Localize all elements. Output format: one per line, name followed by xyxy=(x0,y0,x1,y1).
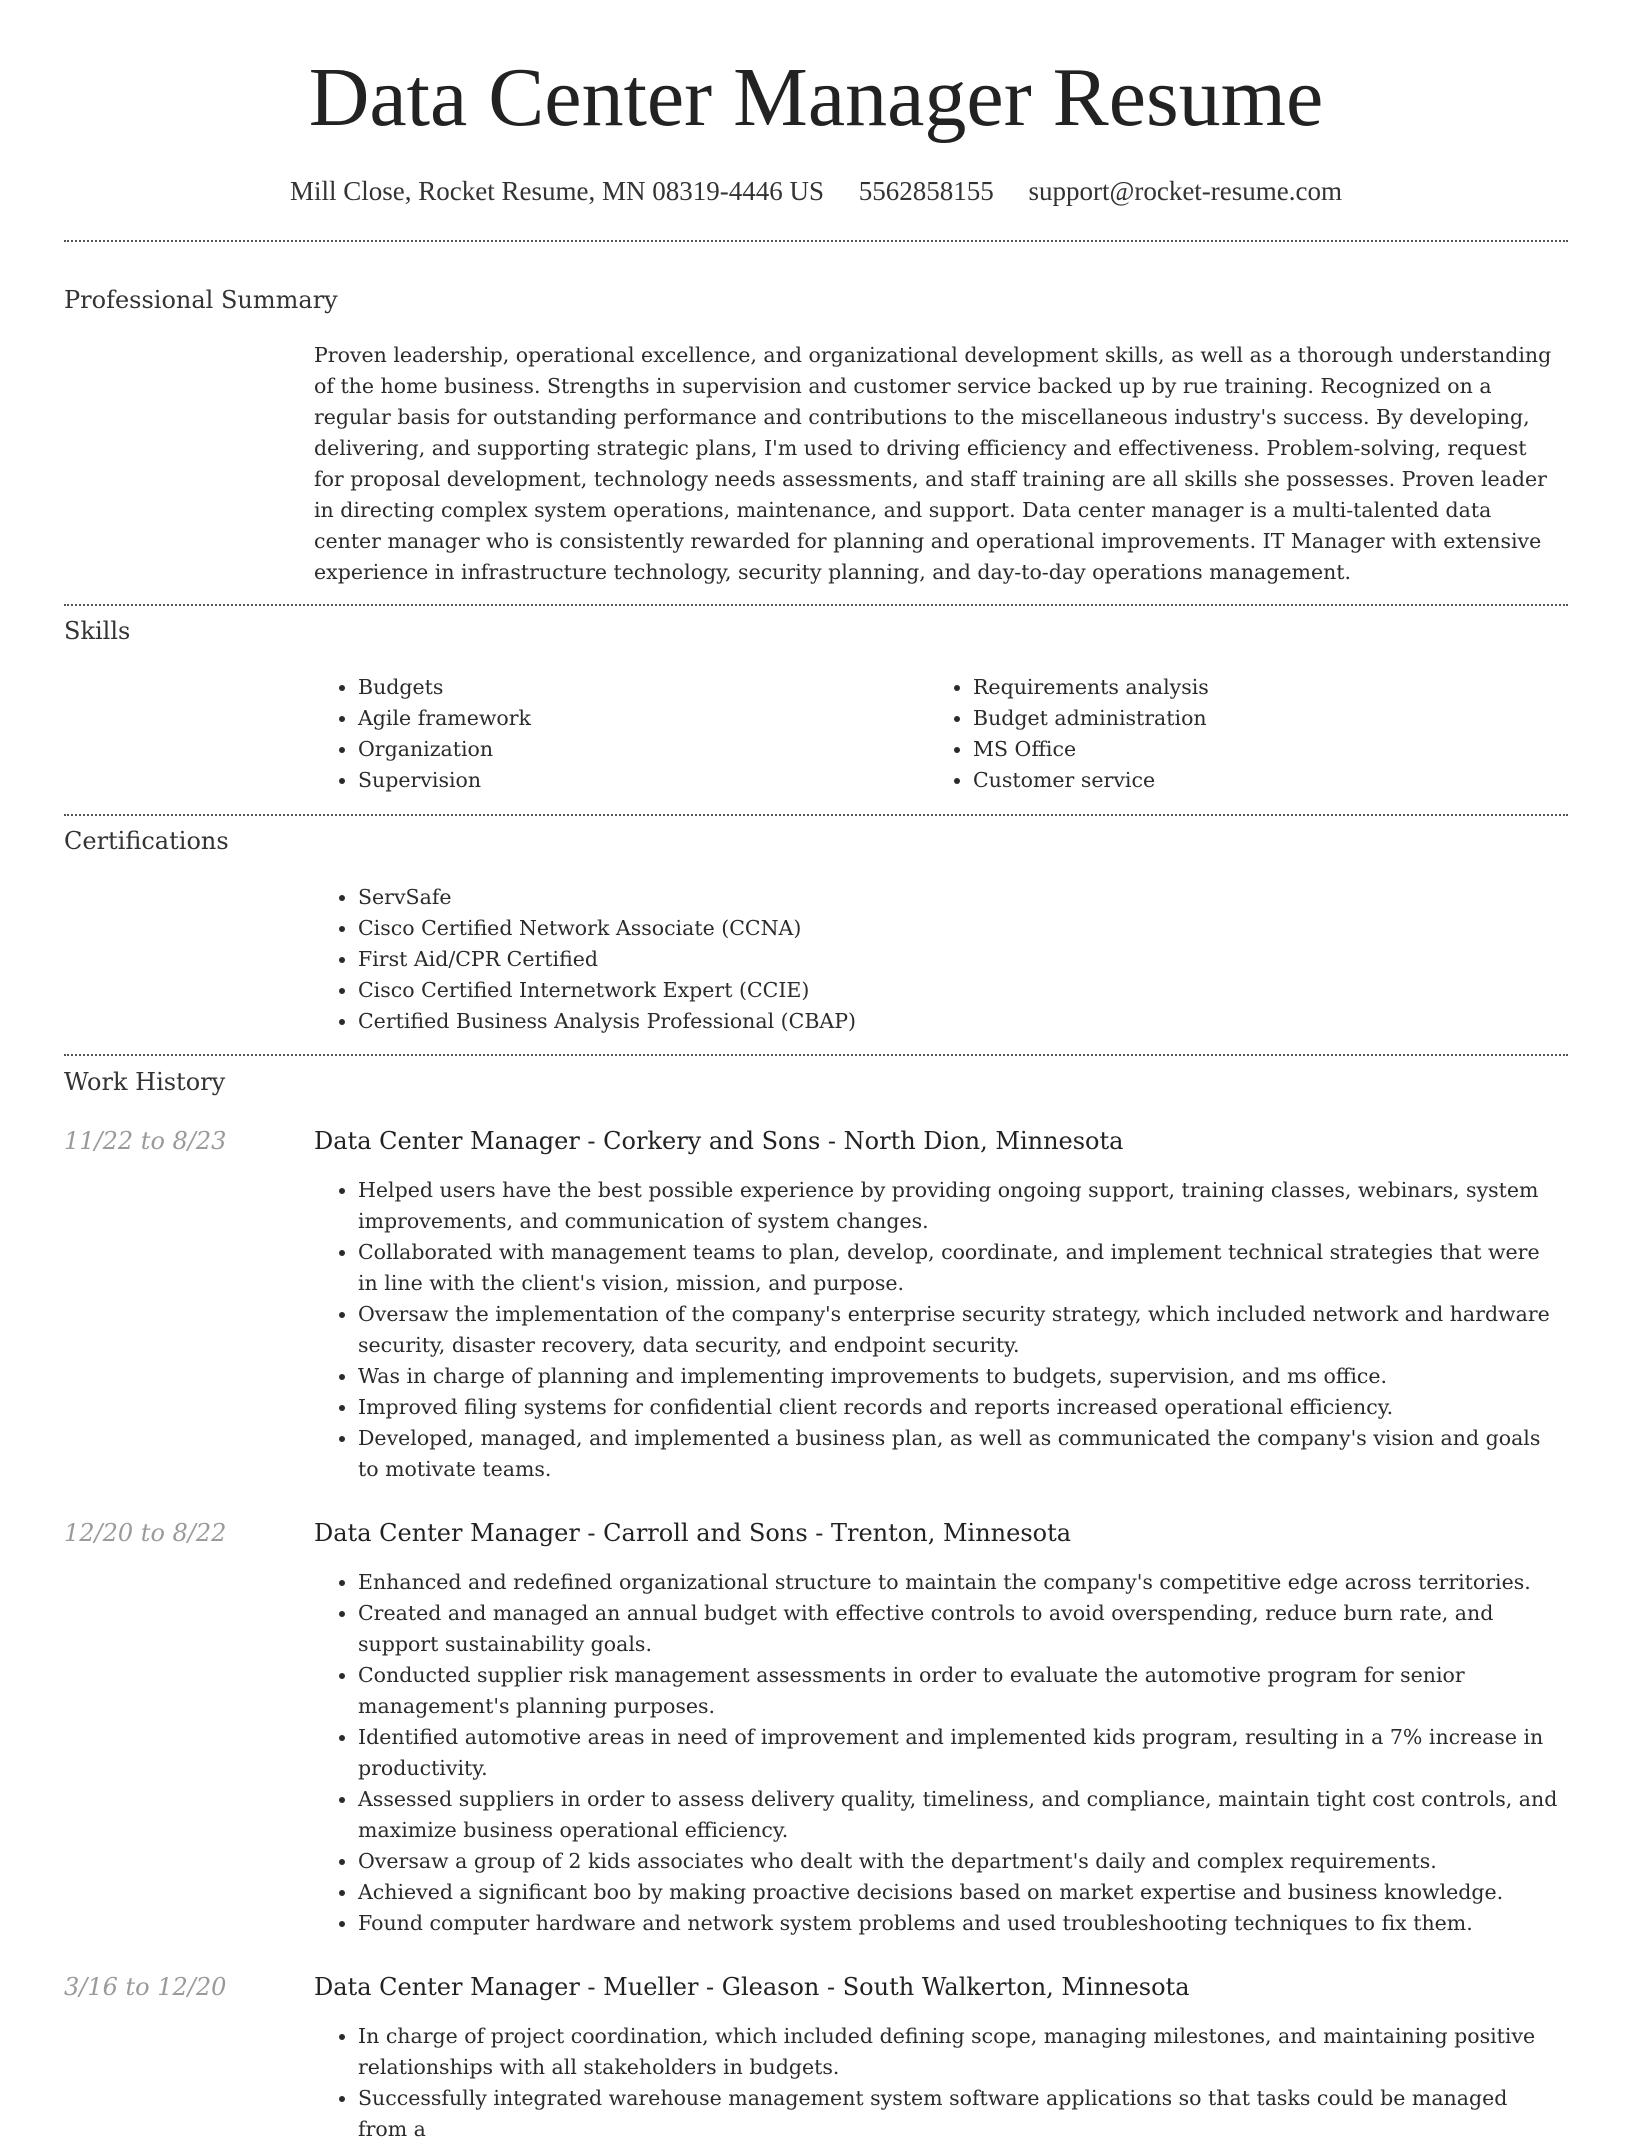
certification-item: • Cisco Certified Internetwork Expert (CCIE) xyxy=(358,975,1558,1006)
certification-item: • First Aid/CPR Certified xyxy=(358,944,1558,975)
section-divider xyxy=(64,604,1568,606)
job-bullets xyxy=(314,2021,1558,2145)
job-bullets xyxy=(314,1567,1558,1939)
job-dates: 12/20 to 8/22 xyxy=(64,1519,227,1547)
job-bullet: • Achieved a significant boo by making proactive decisions based on market expertise and business knowledge. xyxy=(358,1877,1558,1908)
job-bullet: • Oversaw a group of 2 kids associates who dealt with the department's daily and complex requirements. xyxy=(358,1846,1558,1877)
skill-item: • Agile framework xyxy=(358,703,918,734)
job-bullet: • Oversaw the implementation of the company's enterprise security strategy, which included network and hardware security, disaster recovery, data security, and endpoint security. xyxy=(358,1299,1558,1361)
certification-item: • Certified Business Analysis Professional (CBAP) xyxy=(358,1006,1558,1037)
job-bullets xyxy=(314,1175,1558,1485)
section-divider xyxy=(64,1054,1568,1056)
job-bullet: • Identified automotive areas in need of improvement and implemented kids program, resulting in a 7% increase in productivity. xyxy=(358,1722,1558,1784)
job-dates: 11/22 to 8/23 xyxy=(64,1127,227,1155)
section-heading-skills: Skills xyxy=(64,617,131,645)
job-bullet: • Was in charge of planning and implementing improvements to budgets, supervision, and ms office. xyxy=(358,1361,1558,1392)
skill-item: • Budgets xyxy=(358,672,918,703)
resume-title: Data Center Manager Resume xyxy=(308,51,1324,144)
skills-list-left xyxy=(314,672,918,796)
job-bullet: • Helped users have the best possible experience by providing ongoing support, training classes, webinars, system improvements, and communication of system changes. xyxy=(358,1175,1558,1237)
job-bullet: • Enhanced and redefined organizational structure to maintain the company's competitive edge across territories. xyxy=(358,1567,1558,1598)
section-divider xyxy=(64,814,1568,816)
job-title: Data Center Manager - Carroll and Sons - Trenton, Minnesota xyxy=(314,1519,1072,1547)
skill-item: • Budget administration xyxy=(973,703,1533,734)
certification-item: • ServSafe xyxy=(358,882,1558,913)
contact-line xyxy=(0,174,1632,208)
job-bullet: • Created and managed an annual budget with effective controls to avoid overspending, reduce burn rate, and support sustainability goals. xyxy=(358,1598,1558,1660)
contact-email: support@rocket-resume.com xyxy=(1028,176,1343,206)
summary-text: Proven leadership, operational excellence, and organizational development skills, as well as a thorough understanding of the home business. Strengths in supervision and customer service backed up by rue training. Recognized on a regular basis for outstanding performance and contributions to the miscellaneous industry's success. By developing, delivering, and supporting strategic plans, I'm used to driving efficiency and effectiveness. Problem-solving, request for proposal development, technology needs assessments, and staff training are all skills she possesses. Proven leader in directing complex system operations, maintenance, and support. Data center manager is a multi-talented data center manager who is consistently rewarded for planning and operational improvements. IT Manager with extensive experience in infrastructure technology, security planning, and day-to-day operations management. xyxy=(314,343,1552,584)
section-divider xyxy=(64,240,1568,242)
skill-item: • Organization xyxy=(358,734,918,765)
certification-item: • Cisco Certified Network Associate (CCNA) xyxy=(358,913,1558,944)
skill-item: • Customer service xyxy=(973,765,1533,796)
job-bullet: • Improved filing systems for confidential client records and reports increased operational efficiency. xyxy=(358,1392,1558,1423)
job-dates: 3/16 to 12/20 xyxy=(64,1973,227,2001)
section-heading-certifications: Certifications xyxy=(64,827,229,855)
skill-item: • Requirements analysis xyxy=(973,672,1533,703)
skills-list-right xyxy=(929,672,1533,796)
job-bullet: • Conducted supplier risk management assessments in order to evaluate the automotive program for senior management's planning purposes. xyxy=(358,1660,1558,1722)
job-bullet: • Assessed suppliers in order to assess delivery quality, timeliness, and compliance, maintain tight cost controls, and maximize business operational efficiency. xyxy=(358,1784,1558,1846)
skill-item: • Supervision xyxy=(358,765,918,796)
job-bullet: • In charge of project coordination, which included defining scope, managing milestones, and maintaining positive relationships with all stakeholders in budgets. xyxy=(358,2021,1558,2083)
job-title: Data Center Manager - Mueller - Gleason - South Walkerton, Minnesota xyxy=(314,1973,1190,2001)
job-bullet: • Collaborated with management teams to plan, develop, coordinate, and implement technical strategies that were in line with the client's vision, mission, and purpose. xyxy=(358,1237,1558,1299)
contact-address: Mill Close, Rocket Resume, MN 08319-4446 US xyxy=(289,176,824,206)
certifications-list xyxy=(314,882,1558,1037)
section-heading-summary: Professional Summary xyxy=(64,286,338,314)
skill-item: • MS Office xyxy=(973,734,1533,765)
job-bullet: • Successfully integrated warehouse management system software applications so that tasks could be managed from a xyxy=(358,2083,1558,2145)
job-bullet: • Developed, managed, and implemented a business plan, as well as communicated the company's vision and goals to motivate teams. xyxy=(358,1423,1558,1485)
job-bullet: • Found computer hardware and network system problems and used troubleshooting techniques to fix them. xyxy=(358,1908,1558,1939)
section-heading-work-history: Work History xyxy=(64,1068,226,1096)
contact-phone: 5562858155 xyxy=(858,176,994,206)
job-title: Data Center Manager - Corkery and Sons - North Dion, Minnesota xyxy=(314,1127,1124,1155)
